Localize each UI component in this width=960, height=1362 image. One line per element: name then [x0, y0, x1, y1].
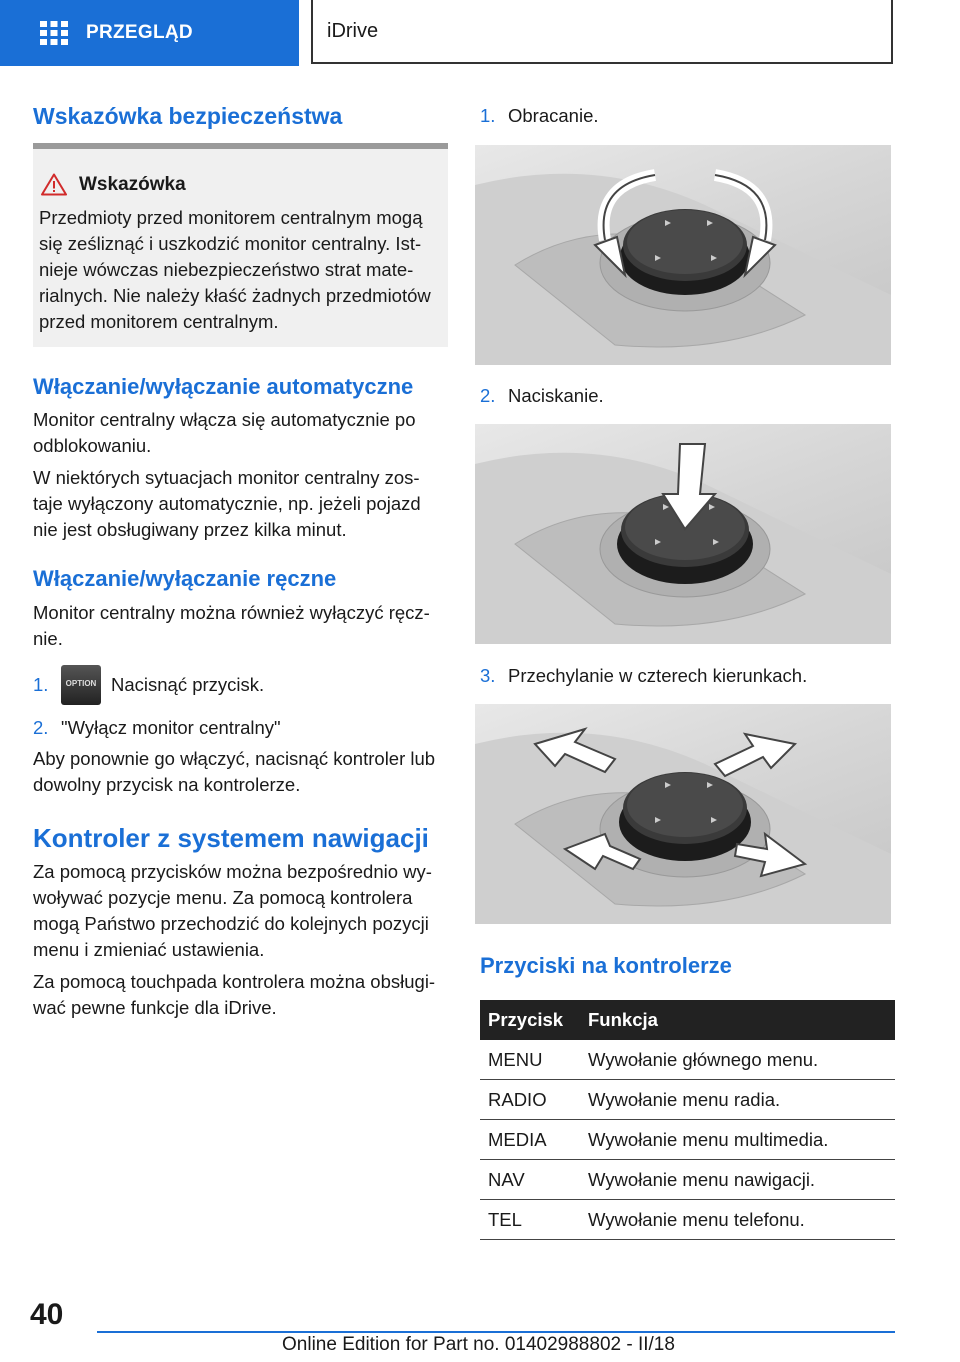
auto-paragraph-2: W niektórych sytuacjach monitor centralny zos‐taje wyłączony automatycznie, np. jeżeli pojazd nie jest obsługiwany przez kilka minut. [33, 467, 421, 540]
table-cell-button: NAV [480, 1160, 580, 1200]
header-tab-label: PRZEGLĄD [86, 22, 193, 43]
safety-heading: Wskazówka bezpieczeństwa [33, 103, 343, 129]
action-number: 3. [480, 665, 496, 686]
photo-tilt [475, 704, 891, 924]
auto-heading: Włączanie/wyłączanie automatyczne [33, 374, 414, 399]
header-tab-overview[interactable] [0, 0, 299, 66]
header-section-title: iDrive [327, 19, 379, 42]
controller-paragraph-1: Za pomocą przycisków można bezpośrednio wy‐woływać pozycje menu. Za pomocą kontrolera mogą Państwo przechodzić do kolejnych pozycji menu i zmieniać ustawienia. [33, 861, 432, 960]
table-cell-button: MENU [480, 1040, 580, 1080]
table-row [480, 1120, 895, 1160]
step-text: "Wyłącz monitor centralny" [61, 717, 281, 738]
warning-box [33, 143, 448, 347]
manual-paragraph-2: Aby ponownie go włączyć, nacisnąć kontroler lub dowolny przycisk na kontrolerze. [33, 748, 436, 795]
footer-edition-link[interactable]: Online Edition for Part no. 01402988802 - II/18 [282, 1334, 675, 1355]
buttons-heading: Przyciski na kontrolerze [480, 953, 732, 978]
warning-triangle-icon [41, 173, 67, 196]
photo-rotate [475, 145, 891, 365]
controller-heading: Kontroler z systemem nawigacji [33, 823, 429, 853]
manual-step-1 [33, 665, 264, 705]
table-row [480, 1160, 895, 1200]
auto-paragraph-1: Monitor centralny włącza się automatycznie po odblokowaniu. [33, 409, 416, 456]
step-number: 1. [33, 674, 49, 695]
table-row [480, 1200, 895, 1240]
table-header-function: Funkcja [580, 1000, 895, 1040]
action-3 [480, 665, 807, 687]
option-button-icon [61, 665, 101, 705]
grid-icon [40, 21, 68, 45]
action-text: Przechylanie w czterech kierunkach. [508, 665, 808, 686]
table-row [480, 1080, 895, 1120]
action-2 [480, 385, 604, 407]
action-number: 2. [480, 385, 496, 406]
table-cell-function: Wywołanie menu multimedia. [580, 1120, 895, 1160]
controller-paragraph-2: Za pomocą touchpada kontrolera można obsługi‐wać pewne funkcje dla iDrive. [33, 971, 436, 1018]
manual-step-2 [33, 717, 281, 739]
table-header-button: Przycisk [480, 1000, 580, 1040]
table-cell-function: Wywołanie menu radia. [580, 1080, 895, 1120]
page-number: 40 [30, 1298, 64, 1331]
table-cell-button: MEDIA [480, 1120, 580, 1160]
warning-title: Wskazówka [79, 173, 186, 195]
manual-paragraph-1: Monitor centralny można również wyłączyć ręcz‐nie. [33, 602, 430, 649]
action-text: Naciskanie. [508, 385, 604, 406]
table-header-row [480, 1000, 895, 1040]
action-1 [480, 105, 599, 127]
table-cell-function: Wywołanie menu nawigacji. [580, 1160, 895, 1200]
table-cell-button: TEL [480, 1200, 580, 1240]
warning-text: Przedmioty przed monitorem centralnym mogą się ześliznąć i uszkodzić monitor centralny. Ist‐nieje wówczas niebezpieczeństwo strat mate‐rialnych. Nie należy kłaść żadnych przedmiotów przed monitorem centralnym. [39, 207, 431, 332]
option-button-label: OPTION [65, 679, 97, 688]
table-cell-function: Wywołanie głównego menu. [580, 1040, 895, 1080]
step-number: 2. [33, 717, 49, 738]
table-cell-button: RADIO [480, 1080, 580, 1120]
buttons-table [480, 1000, 895, 1240]
table-row [480, 1040, 895, 1080]
warning-header [41, 173, 186, 196]
photo-press [475, 424, 891, 644]
header-section [311, 0, 893, 64]
step-text: Nacisnąć przycisk. [111, 674, 265, 695]
table-cell-function: Wywołanie menu telefonu. [580, 1200, 895, 1240]
manual-heading: Włączanie/wyłączanie ręczne [33, 566, 337, 591]
footer-divider [97, 1331, 895, 1333]
action-text: Obracanie. [508, 105, 599, 126]
action-number: 1. [480, 105, 496, 126]
